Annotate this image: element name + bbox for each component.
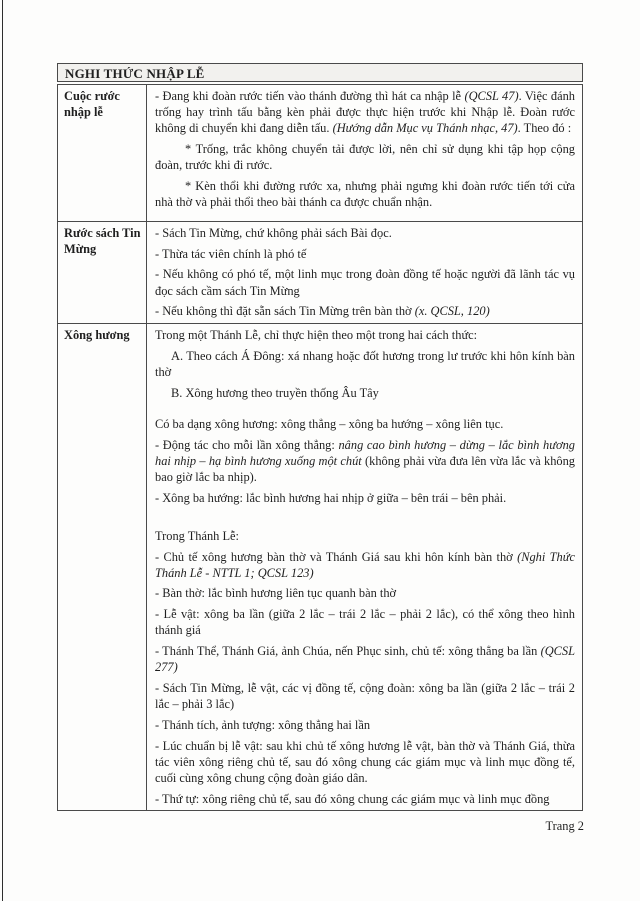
paragraph: Có ba dạng xông hương: xông thẳng – xông ba hướng – xông liên tục. (155, 416, 504, 431)
paragraph: Trong một Thánh Lễ, chỉ thực hiện theo một trong hai cách thức: (155, 328, 478, 342)
table-row (58, 85, 582, 221)
paragraph: - Thánh tích, ảnh tượng: xông thẳng hai lần (155, 717, 371, 732)
paragraph: - Lúc chuẩn bị lễ vật: sau khi chủ tế xông hương lễ vật, bàn thờ và Thánh Giá, thừa tác viên xông riêng chủ tế, sau đó xông chung các giám mục và linh mục đồng tế, cuối cùng xông chung cộng đoàn giáo dân. (155, 738, 575, 785)
table-row (58, 323, 582, 810)
paragraph: * Kèn thổi khi đường rước xa, nhưng phải ngưng khi đoàn rước tiến tới cửa nhà thờ và phải thổi theo bài thánh ca được chuẩn nhận. (155, 179, 575, 210)
row-content (147, 85, 582, 221)
paragraph: - Bàn thờ: lắc bình hương liên tục quanh bàn thờ (155, 586, 397, 601)
paragraph: - Thứ tự: xông riêng chủ tế, sau đó xông chung các giám mục và linh mục đồng (155, 791, 550, 806)
scan-edge-artifact (2, 0, 3, 901)
row-label: Xông hương (58, 324, 147, 810)
paragraph: B. Xông hương theo truyền thống Âu Tây (171, 385, 379, 400)
paragraph: A. Theo cách Á Đông: xá nhang hoặc đốt hương trong lư trước khi hôn kính bàn thờ (155, 348, 575, 379)
page-number: Trang 2 (545, 819, 584, 833)
paragraph: * Trống, trắc không chuyển tải được lời, nên chỉ sử dụng khi tập họp cộng đoàn, trước khi đi rước. (155, 142, 575, 173)
row-content (147, 222, 582, 323)
paragraph: - Thánh Thể, Thánh Giá, ảnh Chúa, nến Phục sinh, chủ tế: xông thẳng ba lần (QCSL 277) (155, 644, 575, 675)
paragraph: - Chủ tế xông hương bàn thờ và Thánh Giá sau khi hôn kính bàn thờ (Nghi Thức Thánh Lễ - NTTL 1; QCSL 123) (155, 549, 575, 580)
paragraph: - Xông ba hướng: lắc bình hương hai nhịp ở giữa – bên trái – bên phải. (155, 490, 507, 505)
row-label: Cuộc rước nhập lễ (58, 85, 147, 221)
paragraph: Trong Thánh Lễ: (155, 528, 239, 543)
row-content (147, 324, 582, 810)
paragraph: - Lễ vật: xông ba lần (giữa 2 lắc – trái 2 lắc – phải 2 lắc), có thể xông theo hình thánh giá (155, 607, 575, 638)
table-title: NGHI THỨC NHẬP LỄ (57, 63, 583, 82)
paragraph: - Thừa tác viên chính là phó tế (155, 246, 307, 261)
row-label: Rước sách Tin Mừng (58, 222, 147, 323)
paragraph: - Nếu không thì đặt sẵn sách Tin Mừng trên bàn thờ (x. QCSL, 120) (155, 304, 490, 319)
paragraph: - Sách Tin Mừng, chứ không phải sách Bài đọc. (155, 226, 392, 240)
paragraph: - Sách Tin Mừng, lễ vật, các vị đồng tế, cộng đoàn: xông ba lần (giữa 2 lắc – trái 2 lắc – phải 3 lắc) (155, 680, 575, 712)
paragraph: - Đang khi đoàn rước tiến vào thánh đường thì hát ca nhập lễ (QCSL 47). Việc đánh trống hay trình tấu bằng kèn phải được thực hiện trước khi Nhập lễ. Đoàn rước không di chuyển khi đang diễn tấu. (Hướng dẫn Mục vụ Thánh nhạc, 47). Theo đó : (155, 89, 575, 136)
paragraph: - Nếu không có phó tế, một linh mục trong đoàn đồng tế hoặc người đã lãnh tác vụ đọc sách cầm sách Tin Mừng (155, 267, 575, 298)
paragraph: - Động tác cho mỗi lần xông thẳng: nâng cao bình hương – dừng – lắc bình hương hai nhịp – hạ bình hương xuống một chút (không phải vừa đưa lên vừa lắc và không bao giờ lắc ba nhịp). (155, 437, 576, 484)
table-body (57, 84, 583, 811)
table-row (58, 221, 582, 323)
liturgy-table (57, 63, 583, 811)
